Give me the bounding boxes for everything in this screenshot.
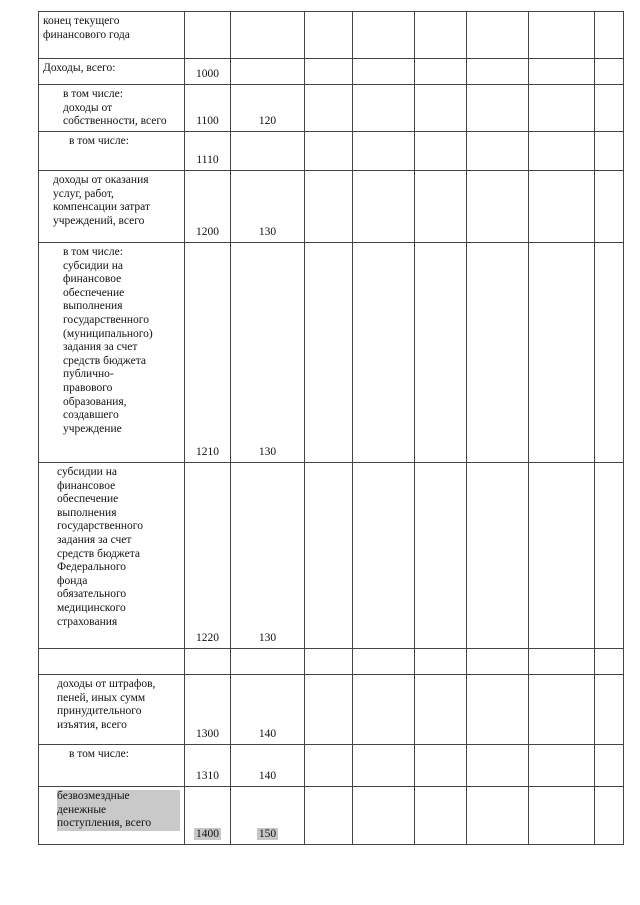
empty-cell (415, 132, 467, 171)
table-row (39, 132, 624, 171)
empty-cell (305, 787, 353, 845)
row-kosgu-cell (231, 787, 305, 845)
empty-cell (305, 171, 353, 243)
empty-cell (305, 132, 353, 171)
empty-cell (467, 132, 529, 171)
row-name: безвозмездные денежные поступления, всего (57, 790, 180, 831)
table-row (39, 59, 624, 85)
empty-cell (529, 132, 595, 171)
empty-cell (305, 649, 353, 675)
table-row (39, 675, 624, 745)
row-code-cell (185, 171, 231, 243)
table-row (39, 85, 624, 132)
empty-cell (595, 649, 624, 675)
empty-cell (595, 171, 624, 243)
empty-cell (353, 675, 415, 745)
table-row (39, 243, 624, 463)
row-name: конец текущего финансового года (43, 15, 130, 41)
row-name-cell (39, 243, 185, 463)
empty-cell (595, 675, 624, 745)
empty-cell (353, 745, 415, 787)
row-code: 1220 (196, 632, 219, 645)
row-code-cell (185, 59, 231, 85)
empty-cell (415, 59, 467, 85)
empty-cell (415, 675, 467, 745)
row-name-cell (39, 12, 185, 59)
empty-cell (529, 59, 595, 85)
row-code-cell (185, 12, 231, 59)
row-name-cell (39, 675, 185, 745)
table-row (39, 171, 624, 243)
empty-cell (353, 243, 415, 463)
empty-cell (415, 649, 467, 675)
row-kosgu: 130 (258, 632, 277, 645)
empty-cell (595, 132, 624, 171)
row-code: 1300 (196, 728, 219, 741)
row-name: в том числе: (69, 748, 129, 760)
row-name: доходы от штрафов, пеней, иных сумм принудительного изъятия, всего (57, 678, 156, 731)
row-name: субсидии на финансовое обеспечение выполнения государственного задания за счет средств бюджета Федерального фонда обязательного медицинского страхования (57, 466, 143, 628)
row-name: доходы от оказания услуг, работ, компенсации затрат учреждений, всего (53, 174, 151, 227)
row-kosgu-cell (231, 463, 305, 649)
empty-cell (353, 463, 415, 649)
empty-cell (353, 132, 415, 171)
row-name: в том числе: субсидии на финансовое обеспечение выполнения государственного (муниципального) задания за счет средств бюджета публично- правового образования, создавшего учреждение (63, 246, 153, 435)
empty-cell (415, 85, 467, 132)
empty-cell (467, 59, 529, 85)
empty-cell (529, 171, 595, 243)
empty-cell (529, 12, 595, 59)
row-code-cell (185, 675, 231, 745)
row-code-cell (185, 85, 231, 132)
empty-cell (415, 787, 467, 845)
row-kosgu-cell (231, 59, 305, 85)
row-kosgu: 150 (258, 828, 277, 841)
row-kosgu-cell (231, 675, 305, 745)
empty-cell (353, 85, 415, 132)
empty-cell (595, 12, 624, 59)
empty-cell (305, 85, 353, 132)
row-code-cell (185, 787, 231, 845)
empty-cell (415, 171, 467, 243)
row-code: 1310 (196, 770, 219, 783)
table-row (39, 745, 624, 787)
row-code-cell (185, 243, 231, 463)
empty-cell (467, 12, 529, 59)
empty-cell (305, 12, 353, 59)
empty-cell (415, 12, 467, 59)
empty-cell (595, 85, 624, 132)
empty-cell (467, 745, 529, 787)
row-name-cell (39, 745, 185, 787)
empty-cell (415, 463, 467, 649)
table-row (39, 649, 624, 675)
empty-cell (353, 59, 415, 85)
row-kosgu: 130 (258, 446, 277, 459)
empty-cell (353, 787, 415, 845)
empty-cell (595, 243, 624, 463)
row-name-cell (39, 171, 185, 243)
empty-cell (305, 59, 353, 85)
row-code-cell (185, 132, 231, 171)
row-kosgu-cell (231, 85, 305, 132)
empty-cell (467, 85, 529, 132)
row-name-cell (39, 132, 185, 171)
row-kosgu-cell (231, 132, 305, 171)
row-kosgu: 140 (258, 770, 277, 783)
row-name: в том числе: (69, 135, 129, 147)
row-code-cell (185, 649, 231, 675)
empty-cell (415, 745, 467, 787)
empty-cell (467, 463, 529, 649)
empty-cell (529, 463, 595, 649)
row-code-cell (185, 463, 231, 649)
row-code: 1000 (196, 68, 219, 81)
row-name-cell (39, 649, 185, 675)
empty-cell (529, 243, 595, 463)
row-name-cell (39, 59, 185, 85)
financial-plan-table (38, 11, 624, 845)
row-code: 1210 (196, 446, 219, 459)
empty-cell (467, 171, 529, 243)
empty-cell (529, 745, 595, 787)
empty-cell (595, 59, 624, 85)
empty-cell (529, 649, 595, 675)
empty-cell (415, 243, 467, 463)
empty-cell (305, 745, 353, 787)
row-kosgu-cell (231, 171, 305, 243)
row-code: 1400 (196, 828, 219, 841)
empty-cell (529, 85, 595, 132)
empty-cell (529, 675, 595, 745)
empty-cell (353, 12, 415, 59)
empty-cell (353, 649, 415, 675)
row-name: Доходы, всего: (43, 62, 116, 74)
empty-cell (595, 745, 624, 787)
empty-cell (353, 171, 415, 243)
empty-cell (529, 787, 595, 845)
row-name-cell (39, 787, 185, 845)
row-name: в том числе: доходы от собственности, всего (63, 88, 167, 128)
document-page (38, 11, 623, 845)
row-code: 1200 (196, 226, 219, 239)
row-kosgu-cell (231, 649, 305, 675)
table-row (39, 463, 624, 649)
empty-cell (467, 787, 529, 845)
row-kosgu: 120 (258, 115, 277, 128)
empty-cell (305, 463, 353, 649)
empty-cell (305, 243, 353, 463)
row-code: 1100 (196, 115, 219, 128)
empty-cell (595, 463, 624, 649)
row-kosgu-cell (231, 745, 305, 787)
empty-cell (467, 243, 529, 463)
row-code: 1110 (196, 154, 219, 167)
empty-cell (305, 675, 353, 745)
row-kosgu-cell (231, 12, 305, 59)
table-row (39, 787, 624, 845)
empty-cell (595, 787, 624, 845)
row-name-cell (39, 85, 185, 132)
row-kosgu: 130 (258, 226, 277, 239)
table-row (39, 12, 624, 59)
empty-cell (467, 675, 529, 745)
empty-cell (467, 649, 529, 675)
row-name-cell (39, 463, 185, 649)
row-code-cell (185, 745, 231, 787)
row-kosgu: 140 (258, 728, 277, 741)
row-kosgu-cell (231, 243, 305, 463)
